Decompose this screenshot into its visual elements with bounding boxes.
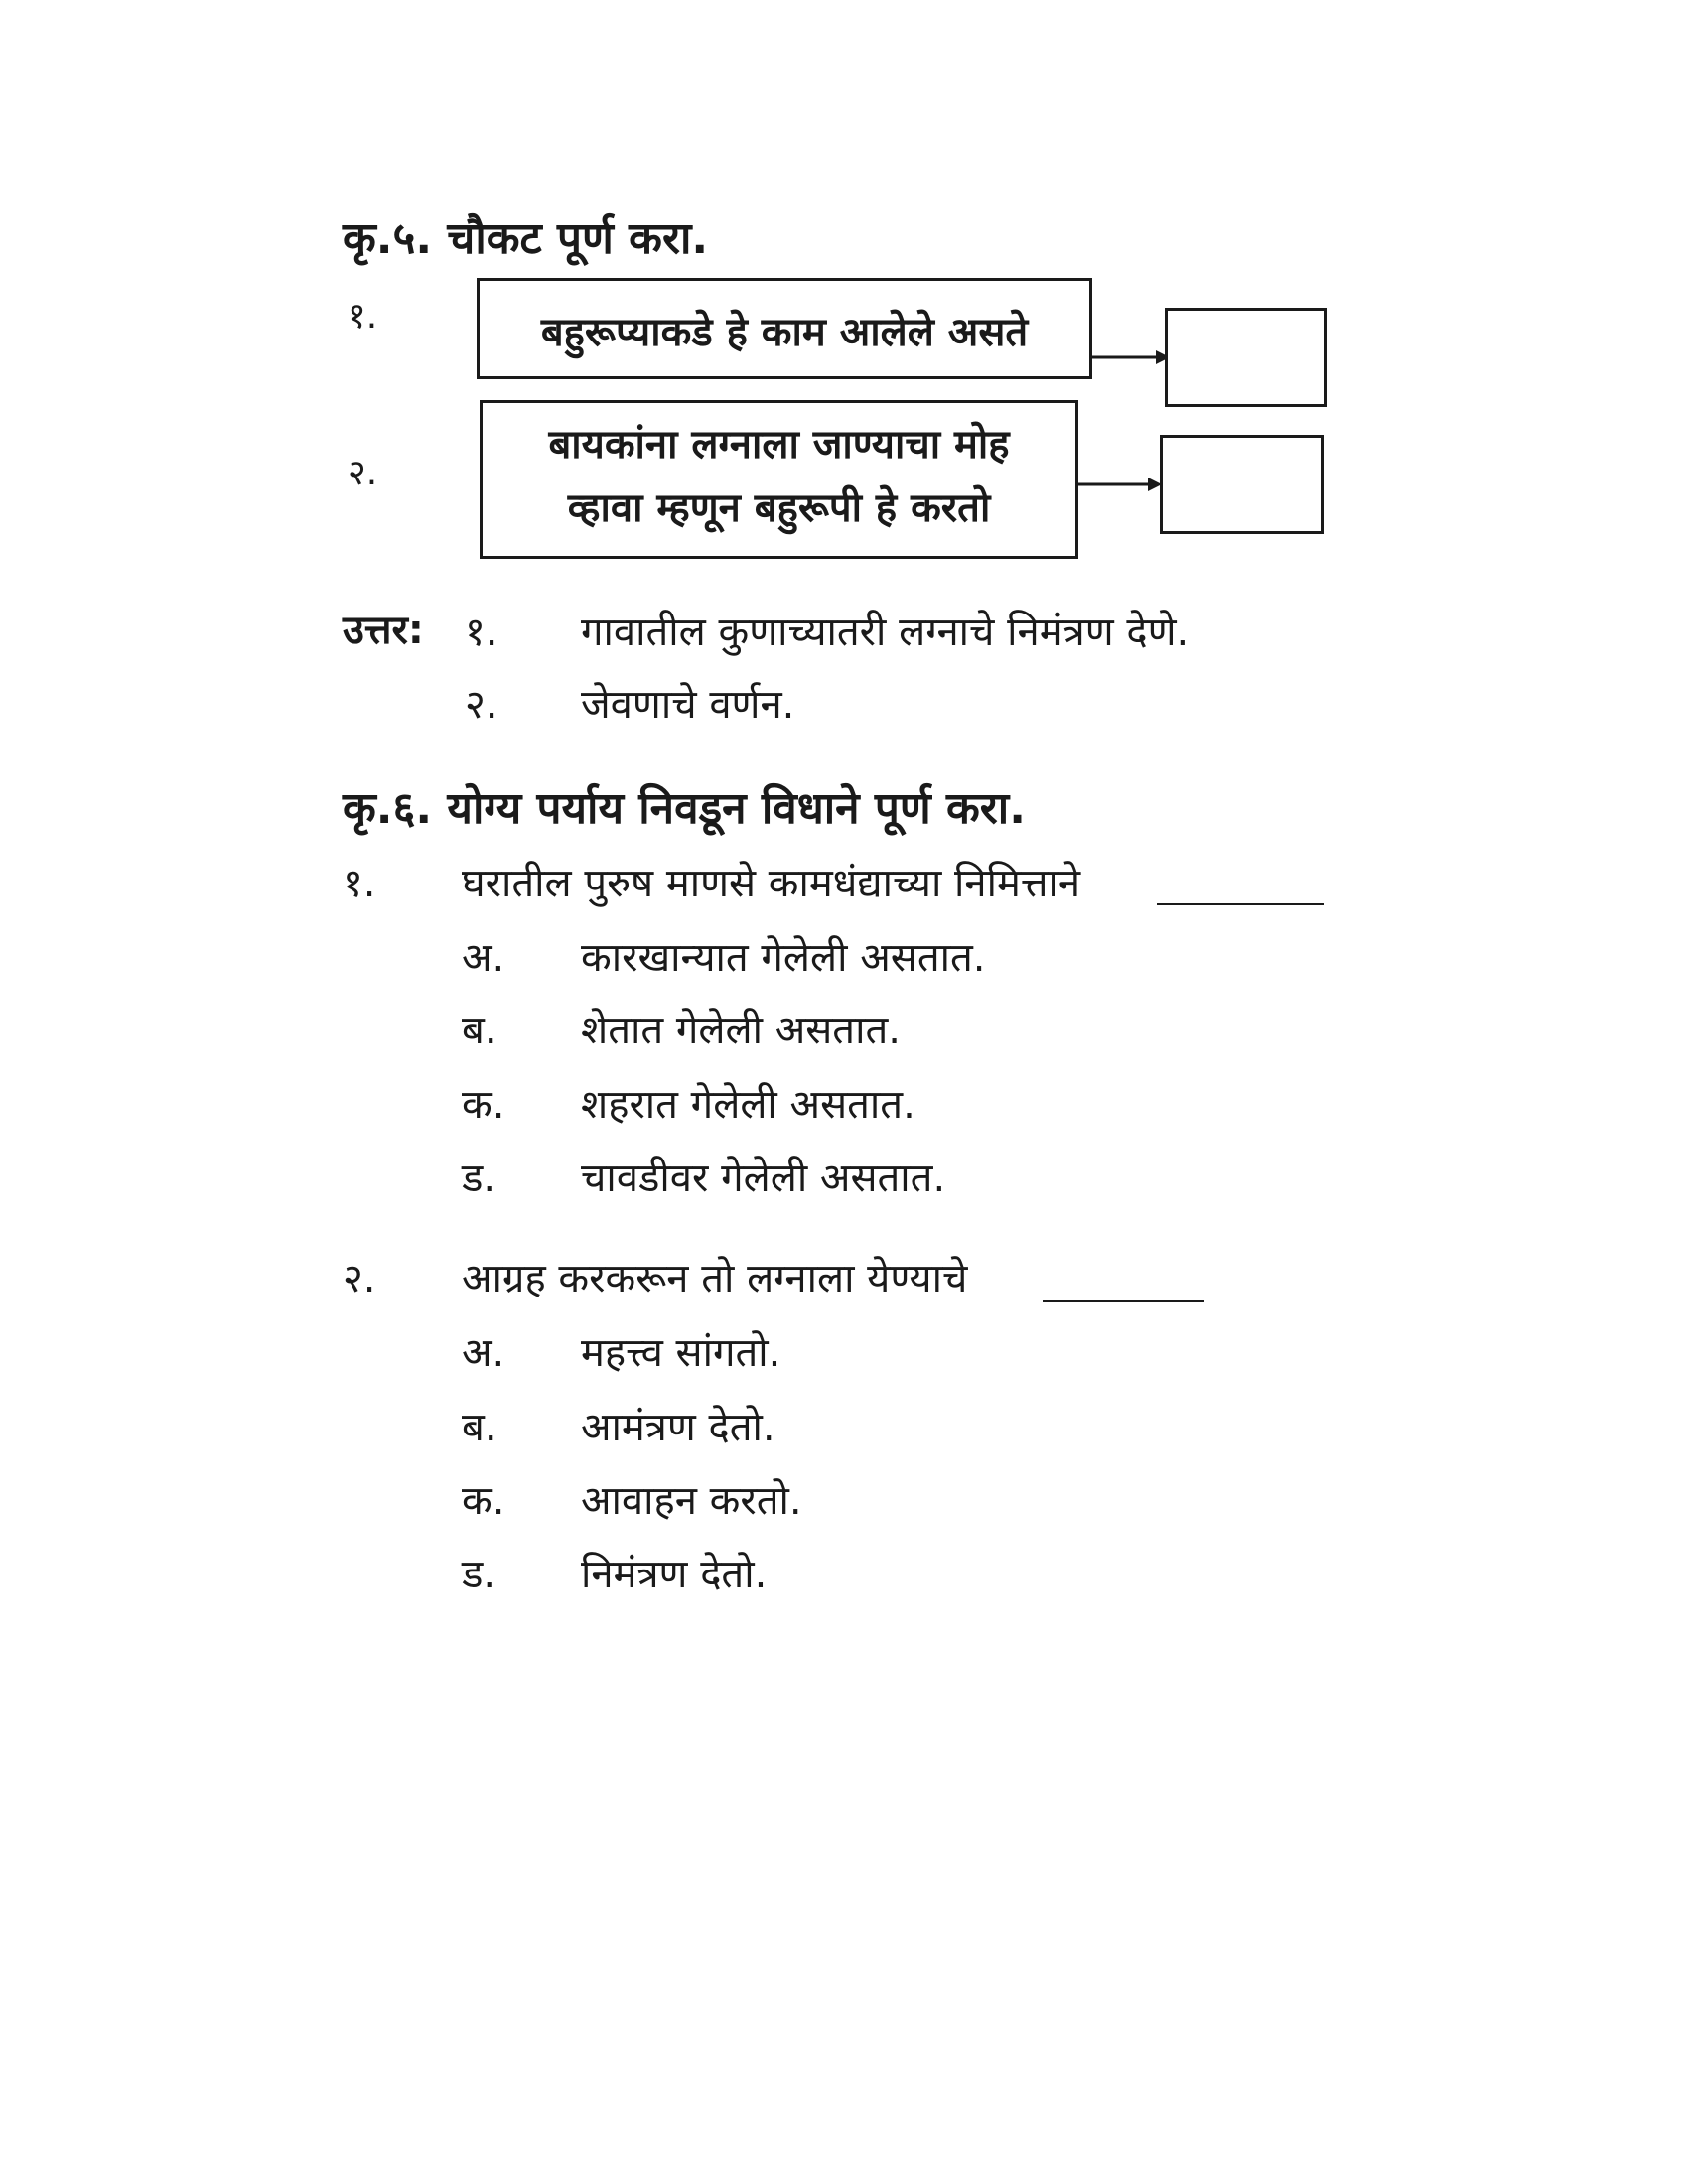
- q6-question-1-text: घरातील पुरुष माणसे कामधंद्याच्या निमित्ताने: [462, 861, 1081, 906]
- q6-heading: कृ.६. योग्य पर्याय निवडून विधाने पूर्ण करा.: [343, 783, 1026, 834]
- q6-q1-option-b-label: ब.: [462, 1008, 497, 1053]
- q5-item-2-box-line-2: व्हावा म्हणून बहुरूपी हे करतो: [567, 485, 991, 531]
- q6-question-2-blank[interactable]: [1043, 1300, 1204, 1302]
- q6-q1-option-a-label: अ.: [462, 935, 505, 981]
- q6-question-2-text: आग्रह करकरून तो लग्नाला येण्याचे: [462, 1256, 968, 1301]
- q5-answer-1-text: गावातील कुणाच्यातरी लग्नाचे निमंत्रण देणे.: [581, 610, 1190, 655]
- q6-q2-option-d-text: निमंत्रण देतो.: [581, 1552, 768, 1597]
- q5-answer-2-text: जेवणाचे वर्णन.: [581, 682, 795, 728]
- q6-q1-option-d-text: चावडीवर गेलेली असतात.: [581, 1156, 946, 1201]
- q6-q1-option-d-label: ड.: [462, 1156, 496, 1201]
- q5-heading: कृ.५. चौकट पूर्ण करा.: [343, 213, 709, 264]
- q5-answer-2-number: २.: [465, 682, 498, 728]
- q5-item-1-number: १.: [348, 296, 378, 337]
- q5-item-2-box-line-1: बायकांना लग्नाला जाण्याचा मोह: [548, 422, 1010, 468]
- q6-question-1-number: १.: [343, 861, 376, 906]
- q6-q1-option-c-text: शहरात गेलेली असतात.: [581, 1082, 915, 1128]
- q5-item-1-box: [477, 278, 1092, 379]
- q6-q2-option-d-label: ड.: [462, 1552, 496, 1597]
- q5-answer-label: उत्तर:: [343, 608, 424, 653]
- q5-item-1-box-text: बहुरूप्याकडे हे काम आलेले असते: [540, 310, 1029, 355]
- q6-question-1-blank[interactable]: [1157, 903, 1324, 905]
- q5-item-2-number: २.: [348, 453, 378, 493]
- q6-q1-option-a-text: कारखान्यात गेलेली असतात.: [581, 935, 986, 981]
- q5-answer-1-number: १.: [465, 610, 498, 655]
- q6-q2-option-c-text: आवाहन करतो.: [581, 1478, 802, 1524]
- q5-item-2-answer-box[interactable]: [1160, 435, 1324, 534]
- q6-question-2-number: २.: [343, 1256, 376, 1301]
- q6-q2-option-b-text: आमंत्रण देतो.: [581, 1405, 775, 1450]
- q6-q2-option-c-label: क.: [462, 1478, 505, 1524]
- q5-item-2-box: [480, 400, 1078, 559]
- q6-q2-option-a-text: महत्त्व सांगतो.: [581, 1330, 781, 1376]
- q6-q2-option-b-label: ब.: [462, 1405, 497, 1450]
- q5-item-2-arrow-icon: [1078, 475, 1164, 494]
- q5-item-1-arrow-icon: [1092, 347, 1172, 367]
- q6-q1-option-c-label: क.: [462, 1082, 505, 1128]
- q6-q2-option-a-label: अ.: [462, 1330, 505, 1376]
- q6-q1-option-b-text: शेतात गेलेली असतात.: [581, 1008, 901, 1053]
- q5-item-1-answer-box[interactable]: [1165, 308, 1327, 407]
